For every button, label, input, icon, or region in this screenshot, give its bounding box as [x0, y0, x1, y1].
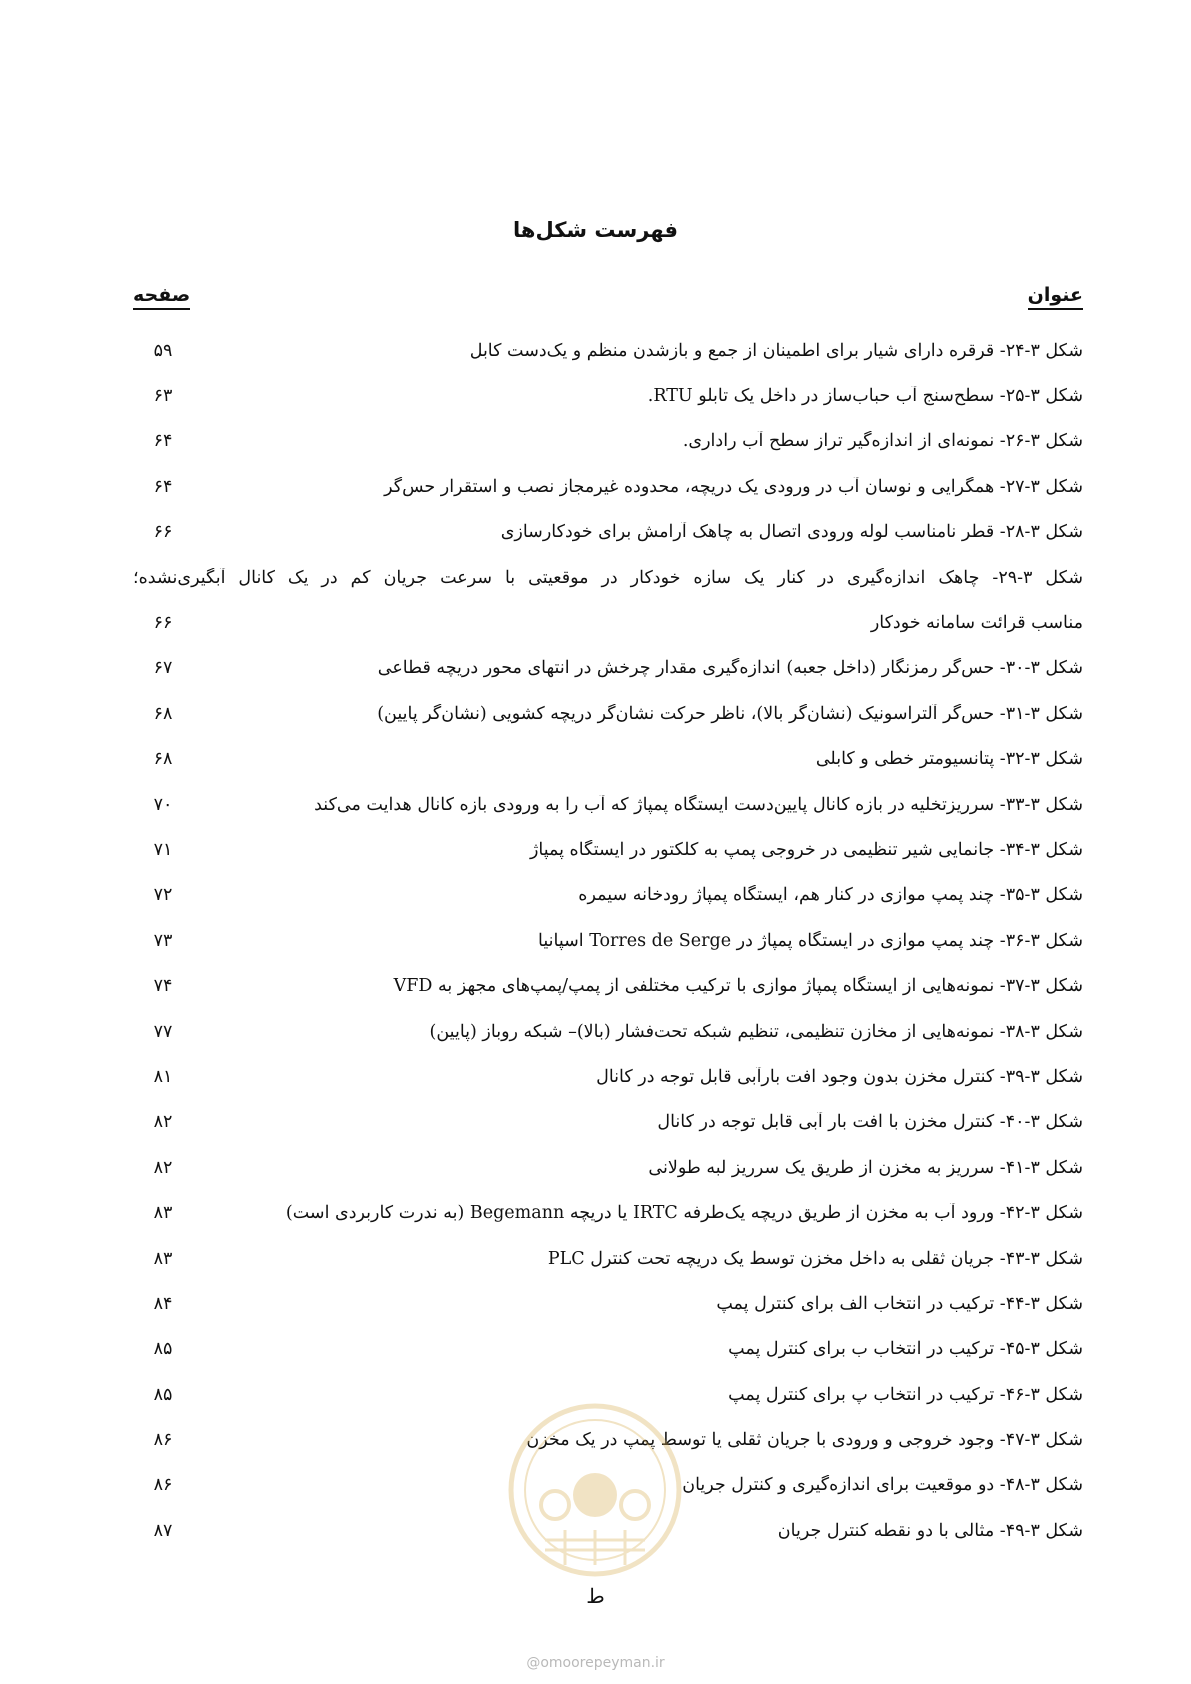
- entry-title: شکل ۳-۲۴- قرقره دارای شیار برای اطمینان از جمع و بازشدن منظم و یک‌دست کابل: [469, 340, 1083, 361]
- entry-page: ۶۷: [153, 658, 173, 679]
- entry-title: شکل ۳-۳۱- حس‌گر آلتراسونیک (نشان‌گر بالا)، ناظر حرکت نشان‌گر دریچه کشویی (نشان‌گر پایین): [377, 703, 1083, 724]
- entry-title: شکل ۳-۴۱- سرریز به مخزن از طریق یک سرریز لبه طولانی: [648, 1157, 1083, 1178]
- toc-entry: [133, 646, 1083, 691]
- entry-title: شکل ۳-۳۳- سرریزتخلیه در بازه کانال پایین‌دست ایستگاه پمپاژ که آب را به ورودی بازه کانال هدایت می‌کند: [314, 794, 1083, 815]
- toc-entry: [133, 782, 1083, 827]
- entry-page: ۷۱: [153, 839, 173, 860]
- entry-page: ۷۳: [153, 930, 173, 951]
- entry-page: ۸۵: [153, 1339, 173, 1360]
- entry-page: ۷۷: [153, 1021, 173, 1042]
- watermark-seal-icon: [505, 1400, 685, 1580]
- toc-entry: [133, 1190, 1083, 1235]
- entry-title: شکل ۳-۴۵- ترکیب در انتخاب ب برای کنترل پمپ: [728, 1339, 1083, 1360]
- entry-title: شکل ۳-۴۹- مثالی با دو نقطه کنترل جریان: [777, 1520, 1083, 1541]
- entry-title: شکل ۳-۳۲- پتانسیومتر خطی و کابلی: [815, 749, 1083, 770]
- entry-title: شکل ۳-۳۹- کنترل مخزن بدون وجود افت بارآبی قابل توجه در کانال: [596, 1066, 1083, 1087]
- entry-page: ۸۳: [153, 1203, 173, 1224]
- toc-entry: [133, 1281, 1083, 1326]
- entry-title: شکل ۳-۴۶- ترکیب در انتخاب پ برای کنترل پمپ: [728, 1384, 1083, 1405]
- entry-page: ۶۶: [153, 613, 173, 634]
- entry-title: شکل ۳-۴۷- وجود خروجی و ورودی با جریان ثقلی یا توسط پمپ در یک مخزن: [526, 1430, 1083, 1451]
- entry-page: ۸۲: [153, 1157, 173, 1178]
- toc-entry: [133, 373, 1083, 418]
- entry-title: شکل ۳-۴۰- کنترل مخزن با افت بار آبی قابل توجه در کانال: [657, 1112, 1083, 1133]
- entry-page: ۸۷: [153, 1520, 173, 1541]
- toc-entry: [133, 1327, 1083, 1372]
- entry-page: ۵۹: [153, 340, 173, 361]
- entry-page: ۸۳: [153, 1248, 173, 1269]
- entry-page: ۸۲: [153, 1112, 173, 1133]
- toc-entry: [133, 1145, 1083, 1190]
- entry-title: شکل ۳-۴۸- دو موقعیت برای اندازه‌گیری و کنترل جریان: [682, 1475, 1083, 1496]
- toc-entry: [133, 600, 1083, 645]
- entry-page: ۶۴: [153, 476, 173, 497]
- toc-entry: [133, 918, 1083, 963]
- entry-title: مناسب قرائت سامانه خودکار: [870, 613, 1083, 634]
- entry-title: شکل ۳-۲۸- قطر نامناسب لوله ورودی اتصال به چاهک آرامش برای خودکارسازی: [500, 522, 1083, 543]
- page-title: فهرست شکل‌ها: [513, 218, 678, 242]
- entry-page: ۸۵: [153, 1384, 173, 1405]
- entry-page: ۶۳: [153, 386, 173, 407]
- entry-title: شکل ۳-۳۵- چند پمپ موازی در کنار هم، ایستگاه پمپاژ رودخانه سیمره: [578, 885, 1083, 906]
- entry-page: ۶۸: [153, 703, 173, 724]
- entry-title: شکل ۳-۲۵- سطح‌سنج آب حباب‌ساز در داخل یک تابلو RTU.: [647, 386, 1083, 407]
- entry-title: شکل ۳-۳۴- جانمایی شیر تنظیمی در خروجی پمپ به کلکتور در ایستگاه پمپاژ: [529, 839, 1083, 860]
- entry-page: ۸۴: [153, 1293, 173, 1314]
- entry-page: ۶۸: [153, 749, 173, 770]
- entry-page: ۷۰: [153, 794, 173, 815]
- entry-title: شکل ۳-۳۰- حس‌گر رمزنگار (داخل جعبه) اندازه‌گیری مقدار چرخش در انتهای محور دریچه قطاعی: [377, 658, 1083, 679]
- entry-title: شکل ۳-۲۹- چاهک اندازه‌گیری در کنار یک سازه خودکار در موقعیتی با سرعت جریان کم در یک کانال آبگیری‌نشده؛: [133, 567, 1083, 588]
- toc-entry: [133, 963, 1083, 1008]
- toc-entry: [133, 1236, 1083, 1281]
- toc-entry: [133, 510, 1083, 555]
- header-page-label: صفحه: [133, 284, 190, 310]
- entry-page: ۷۴: [153, 976, 173, 997]
- entry-title: شکل ۳-۳۸- نمونه‌هایی از مخازن تنظیمی، تنظیم شبکه تحت‌فشار (بالا)– شبکه روباز (پایین): [429, 1021, 1083, 1042]
- entry-title: شکل ۳-۲۶- نمونه‌ای از اندازه‌گیر تراز سطح آب راداری.: [682, 431, 1083, 452]
- toc-entry: [133, 1054, 1083, 1099]
- toc-entry: [133, 464, 1083, 509]
- entry-page: ۸۶: [153, 1430, 173, 1451]
- entry-title: شکل ۳-۴۳- جریان ثقلی به داخل مخزن توسط یک دریچه تحت کنترل PLC: [547, 1248, 1083, 1269]
- entry-title: شکل ۳-۳۷- نمونه‌هایی از ایستگاه پمپاژ موازی با ترکیب مختلفی از پمپ/پمپ‌های مجهز به VFD: [393, 976, 1083, 997]
- toc-entry: [133, 555, 1083, 600]
- toc-entry: [133, 1009, 1083, 1054]
- header-title-label: عنوان: [1028, 284, 1083, 310]
- entry-title: شکل ۳-۳۶- چند پمپ موازی در ایستگاه پمپاژ در Torres de Serge اسپانیا: [538, 930, 1083, 951]
- toc-entry: [133, 419, 1083, 464]
- toc-entry: [133, 827, 1083, 872]
- entry-page: ۶۶: [153, 522, 173, 543]
- watermark-site: @omoorepeyman.ir: [526, 1655, 665, 1671]
- toc-entry: [133, 1100, 1083, 1145]
- toc-header: [133, 284, 1083, 320]
- entry-title: شکل ۳-۴۲- ورود آب به مخزن از طریق دریچه یک‌طرفه IRTC یا دریچه Begemann (به ندرت کاربردی است): [285, 1203, 1083, 1224]
- page-number: ط: [586, 1584, 605, 1608]
- figure-list: [133, 328, 1083, 1554]
- toc-entry: [133, 873, 1083, 918]
- entry-title: شکل ۳-۴۴- ترکیب در انتخاب الف برای کنترل پمپ: [716, 1293, 1083, 1314]
- entry-page: ۸۱: [153, 1066, 173, 1087]
- toc-entry: [133, 328, 1083, 373]
- toc-entry: [133, 737, 1083, 782]
- entry-page: ۶۴: [153, 431, 173, 452]
- entry-page: ۸۶: [153, 1475, 173, 1496]
- entry-page: ۷۲: [153, 885, 173, 906]
- toc-entry: [133, 691, 1083, 736]
- entry-title: شکل ۳-۲۷- همگرایی و نوسان آب در ورودی یک دریچه، محدوده غیرمجاز نصب و استقرار حس‌گر: [384, 476, 1083, 497]
